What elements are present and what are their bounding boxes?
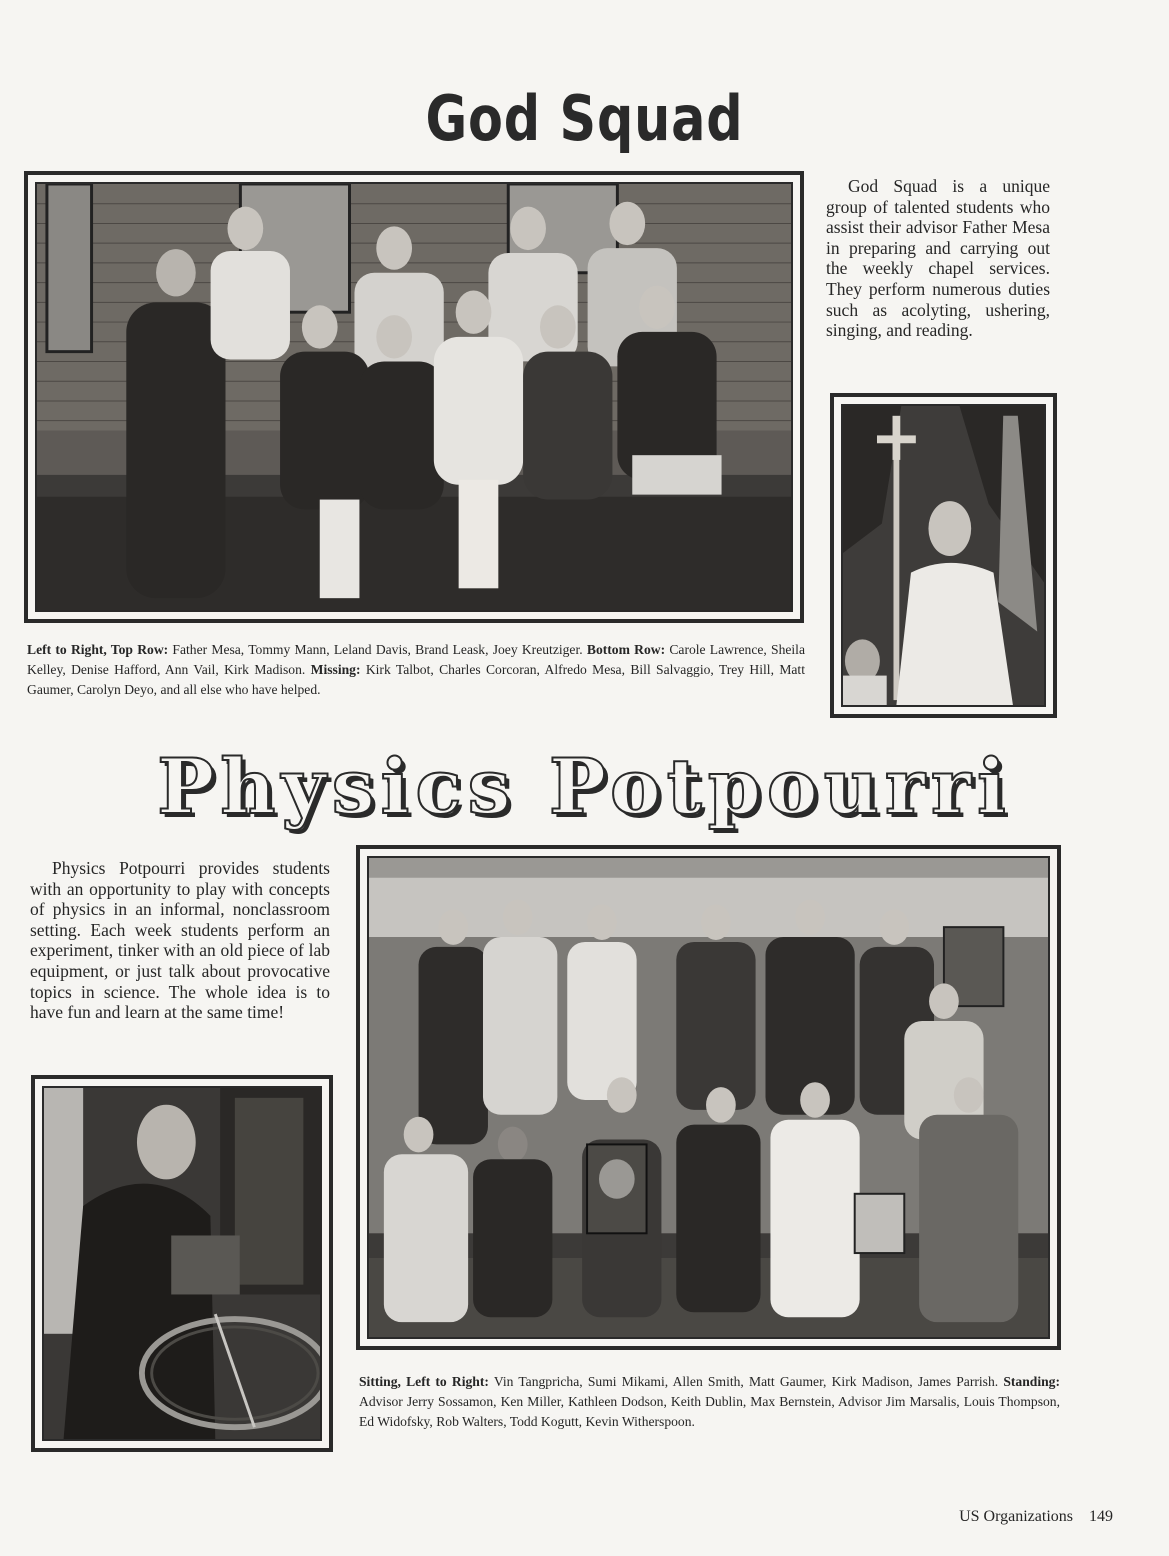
caption-text-sitting: Vin Tangpricha, Sumi Mikami, Allen Smith, Matt Gaumer, Kirk Madison, James Parrish. xyxy=(488,1374,1004,1389)
caption-label-top-row: Left to Right, Top Row: xyxy=(27,642,169,657)
caption-text-standing: Advisor Jerry Sossamon, Ken Miller, Kathleen Dodson, Keith Dublin, Max Bernstein, Advisor Jim Marsalis, Louis Thompson, Ed Widofsky, Rob Walters, Todd Kogutt, Kevin Witherspoon. xyxy=(359,1394,1060,1429)
god-squad-title: God Squad xyxy=(425,82,744,155)
caption-text-bottom-row: Carole Lawrence, Sheila Kelley, Denise Hafford, Ann Vail, Kirk Madison. xyxy=(27,642,805,677)
god-squad-group-photo xyxy=(24,171,804,623)
caption-label-missing: Missing: xyxy=(310,662,361,677)
page-number: 149 xyxy=(1089,1508,1113,1525)
footer-section: US Organizations xyxy=(959,1508,1073,1525)
caption-text-missing: Kirk Talbot, Charles Corcoran, Alfredo Mesa, Bill Salvaggio, Trey Hill, Matt Gaumer, Carolyn Deyo, and all else who have helped. xyxy=(27,662,805,697)
caption-label-sitting: Sitting, Left to Right: xyxy=(359,1374,489,1389)
physics-group-photo xyxy=(356,845,1061,1350)
physics-caption xyxy=(359,1372,1060,1432)
caption-label-bottom-row: Bottom Row: xyxy=(586,642,666,657)
acolyte-photo xyxy=(830,393,1057,718)
physics-description: Physics Potpourri provides students with an opportunity to play with concepts of physics in an informal, nonclassroom setting. Each week students perform an experiment, tinker with an old piece of lab equipment, or just talk about provocative topics in science. The whole idea is to have fun and learn at the same time! xyxy=(30,858,330,1023)
god-squad-description: God Squad is a unique group of talented students who assist their advisor Father Mesa in preparing and carrying out the weekly chapel services. They perform numerous duties such as acolyting, ushering, singing, and reading. xyxy=(826,176,1050,341)
physics-potpourri-title: Physics Potpourri xyxy=(157,742,1012,831)
caption-label-standing: Standing: xyxy=(1003,1374,1060,1389)
caption-text-top-row: Father Mesa, Tommy Mann, Leland Davis, Brand Leask, Joey Kreutziger. xyxy=(168,642,587,657)
page-footer xyxy=(959,1508,1113,1526)
bicycle-wheel-photo xyxy=(31,1075,333,1452)
god-squad-caption xyxy=(27,640,805,700)
